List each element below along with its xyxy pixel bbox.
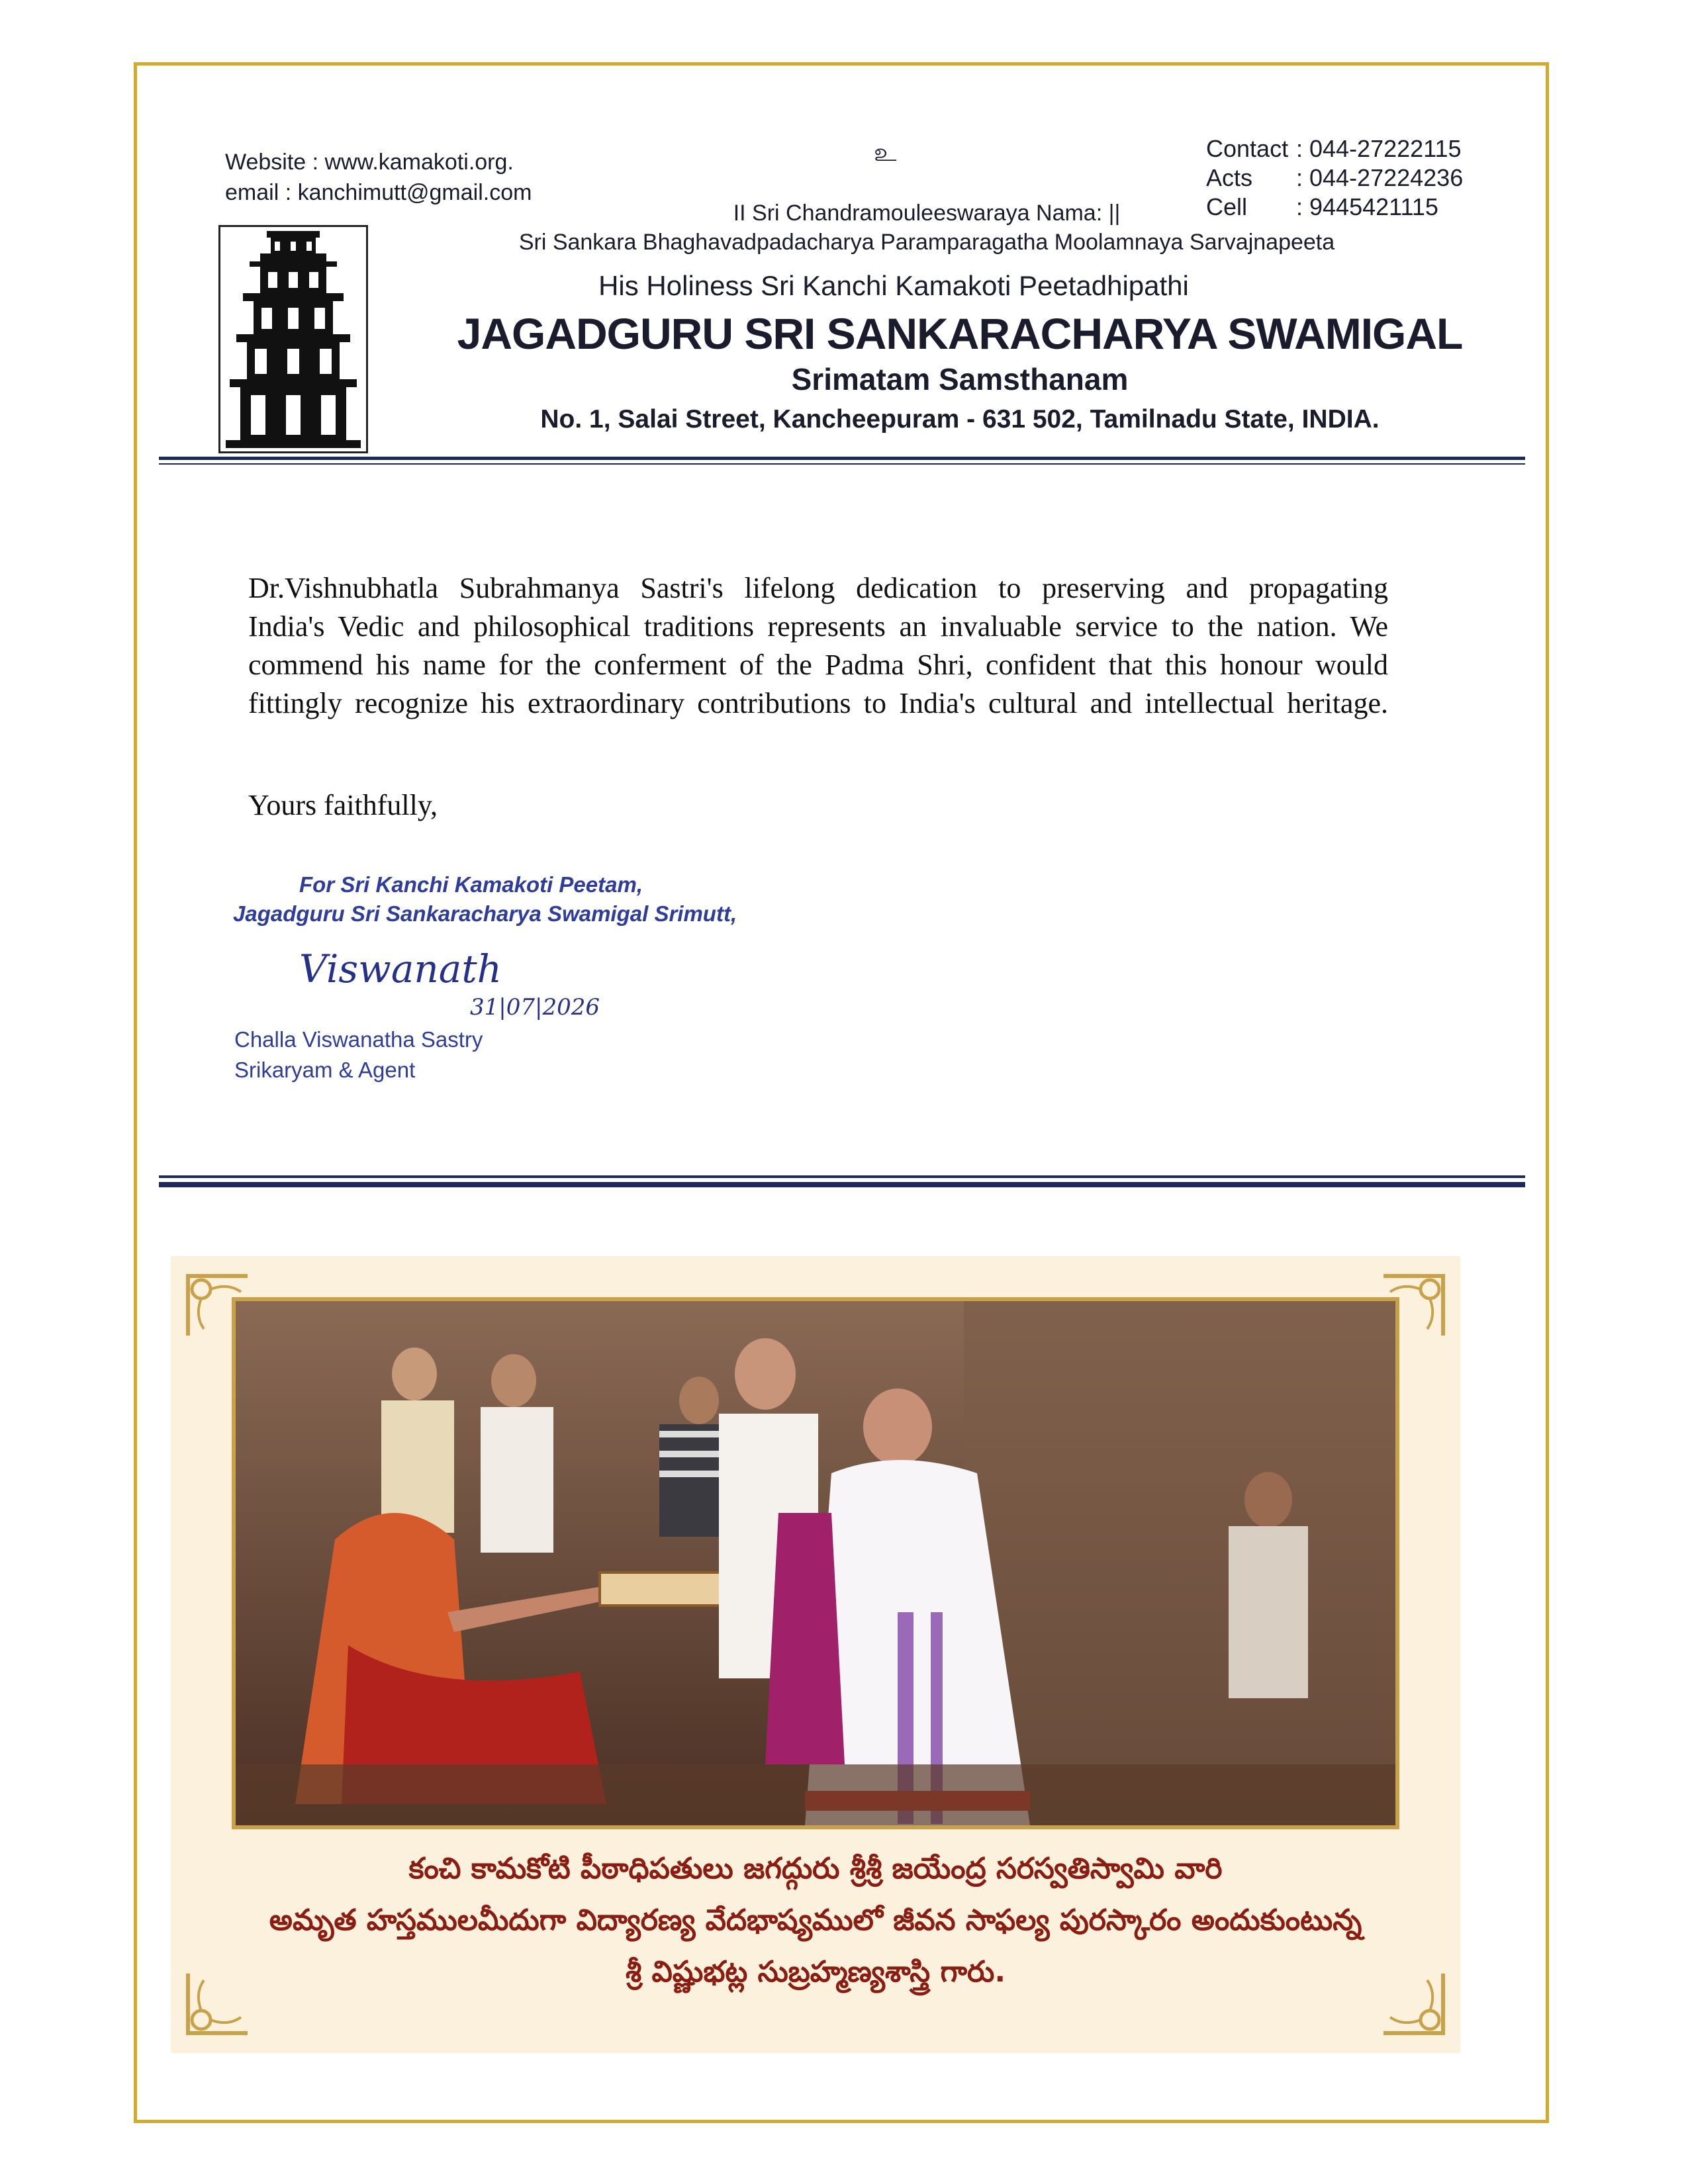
invocation-line: II Sri Chandramouleeswaraya Nama: || — [733, 201, 1121, 226]
contact-row — [1206, 164, 1463, 193]
tamil-mark: உ — [874, 139, 897, 167]
contact-row — [1206, 135, 1463, 164]
header-rule-thin — [159, 463, 1525, 465]
website-text: Website : www.kamakoti.org. — [225, 150, 514, 175]
contact-label: Acts — [1206, 164, 1253, 191]
letter-body — [248, 569, 1388, 723]
contact-value: : 044-27222115 — [1296, 135, 1462, 162]
section-rule-2 — [159, 1182, 1525, 1187]
contact-row — [1206, 193, 1463, 222]
body-line: fittingly recognize his extraordinary contributions to India's cultural and intellectual heritage. — [248, 687, 1388, 719]
header-rule — [159, 457, 1525, 460]
temple-gopuram-icon — [220, 227, 366, 451]
contact-list — [1206, 135, 1463, 222]
signatory-designation: Srikaryam & Agent — [234, 1058, 416, 1082]
body-line: Dr.Vishnubhatla Subrahmanya Sastri's lifelong dedication to preserving and propagating — [248, 572, 1388, 604]
caption-line-2: అమృత హస్తములమీదుగా విద్యారణ్య వేదభాష్యములో జీవన సాఫల్య పురస్కారం అందుకుంటున్న — [269, 1903, 1362, 1937]
lineage-line: Sri Sankara Bhaghavadpadacharya Paramparagatha Moolamnaya Sarvajnapeeta — [518, 230, 1335, 255]
signature-date: 31|07|2026 — [470, 994, 600, 1021]
section-rule-1 — [159, 1175, 1525, 1178]
closing-text: Yours faithfully, — [248, 789, 438, 821]
ceremony-photo — [232, 1297, 1399, 1829]
contact-value: : 044-27224236 — [1296, 164, 1464, 191]
contact-value: : 9445421115 — [1296, 193, 1438, 220]
org-title: JAGADGURU SRI SANKARACHARYA SWAMIGAL — [457, 309, 1463, 358]
contact-label: Cell — [1206, 193, 1248, 220]
caption-line-1: కంచి కామకోటి పీఠాధిపతులు జగద్గురు శ్రీశ్రీ జయేంద్ర సరస్వతిస్వామి వారి — [408, 1852, 1223, 1886]
handwritten-signature: Viswanath — [299, 946, 502, 991]
signatory-name: Challa Viswanatha Sastry — [234, 1027, 483, 1052]
contact-label: Contact — [1206, 135, 1289, 162]
org-subtitle: Srimatam Samsthanam — [791, 362, 1129, 396]
stamp-line-2: Jagadguru Sri Sankaracharya Swamigal Srimutt, — [233, 901, 737, 926]
email-text: email : kanchimutt@gmail.com — [225, 180, 532, 205]
address-line: No. 1, Salai Street, Kancheepuram - 631 502, Tamilnadu State, INDIA. — [540, 405, 1380, 433]
stamp-line-1: For Sri Kanchi Kamakoti Peetam, — [299, 872, 643, 897]
photo-panel — [171, 1256, 1460, 2053]
temple-logo — [218, 225, 368, 453]
holiness-line: His Holiness Sri Kanchi Kamakoti Peetadhipathi — [598, 270, 1189, 301]
caption-line-3: శ్రీ విష్ణుభట్ల సుబ్రహ్మణ్యశాస్త్రి గారు. — [625, 1955, 1006, 1989]
body-line: India's Vedic and philosophical traditions represents an invaluable service to the nation. We — [248, 610, 1388, 643]
body-line: commend his name for the conferment of the Padma Shri, confident that this honour would — [248, 649, 1388, 681]
ceremony-photo-illustration — [236, 1301, 1395, 1825]
